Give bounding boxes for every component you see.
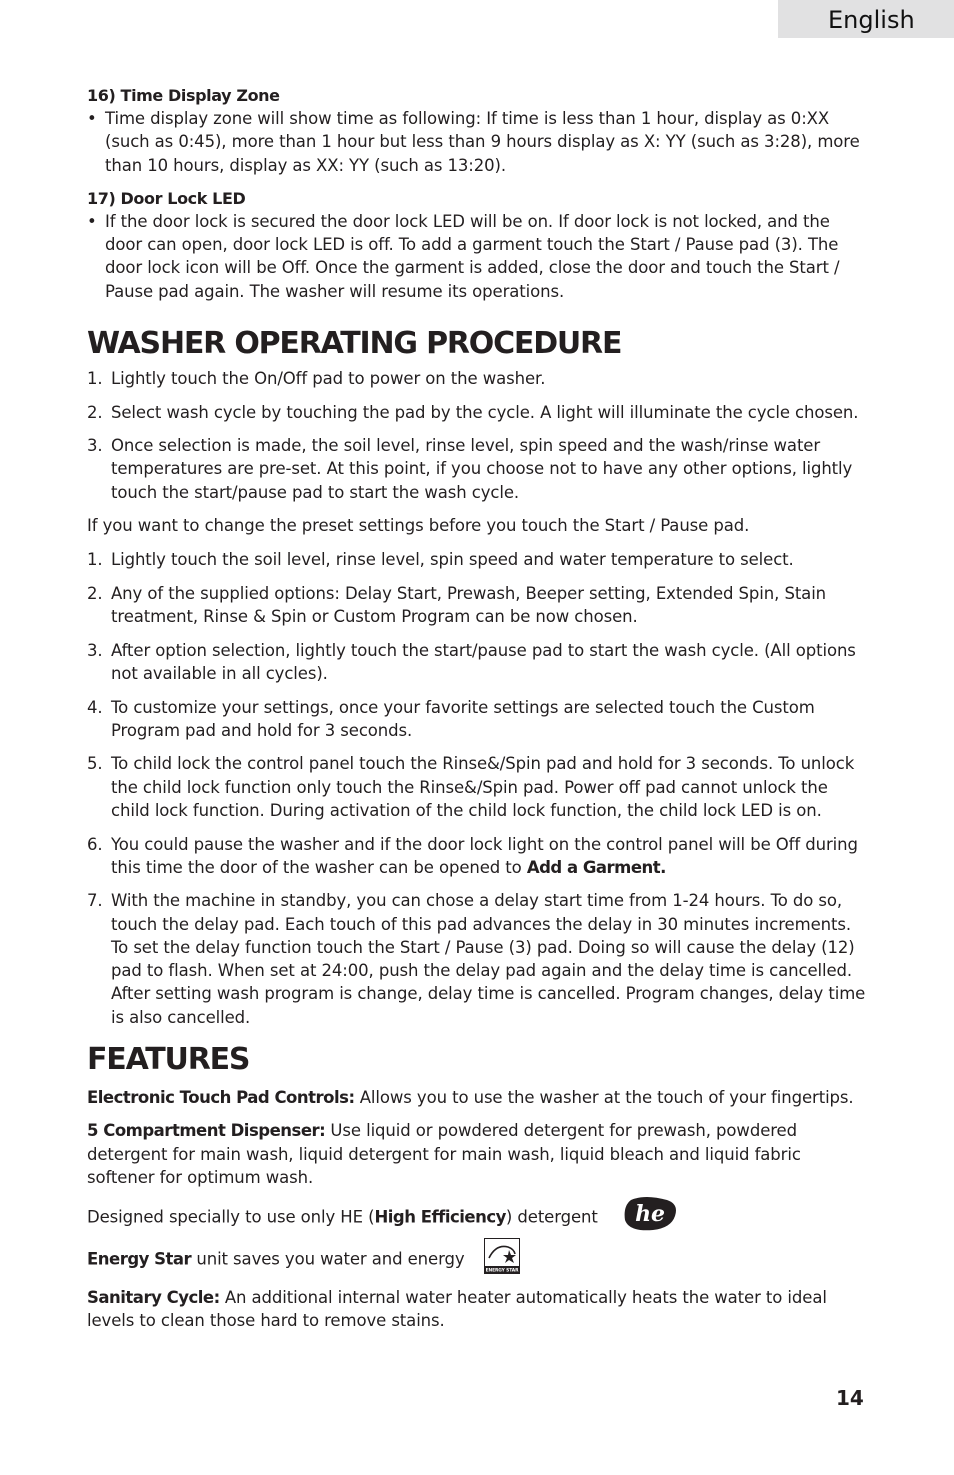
procedure-title: WASHER OPERATING PROCEDURE (87, 325, 622, 361)
bullet-glyph: • (87, 212, 97, 232)
features-title: FEATURES (87, 1041, 250, 1077)
procedure-step (87, 434, 869, 504)
step-text: Lightly touch the soil level, rinse level, spin speed and water temperature to select. (111, 550, 794, 570)
he-logo-text: he (635, 1200, 665, 1227)
energy-star-icon (484, 1238, 520, 1274)
feature-emphasis: Energy Star (87, 1249, 192, 1269)
feature-dispenser (87, 1119, 869, 1189)
step-text: Once selection is made, the soil level, rinse level, spin speed and the wash/rinse water temperatures are pre-set. At this point, if you choose not to have any other options, lightly touch the start/pause pad to start the wash cycle. (111, 436, 853, 502)
feature-text: Designed specially to use only HE ( (87, 1207, 375, 1227)
procedure-step (87, 752, 869, 822)
step-text: After option selection, lightly touch the start/pause pad to start the wash cycle. (All options not available in all cycles). (111, 640, 856, 683)
energy-star-logo-text: ENERGY STAR (485, 1268, 519, 1274)
feature-touch-pad (87, 1086, 869, 1109)
feature-emphasis: High Efficiency (374, 1207, 506, 1227)
step-number: 4. (87, 697, 103, 717)
procedure-step (87, 639, 869, 685)
he-logo-icon (623, 1196, 679, 1232)
step-number: 1. (87, 368, 103, 388)
feature-text: An additional internal water heater automatically heats the water to ideal levels to clean those hard to remove stains. (87, 1287, 827, 1330)
step-text: With the machine in standby, you can chose a delay start time from 1-24 hours. To do so, touch the delay pad. Each touch of this pad advances the delay in 30 minutes increments. To set the delay function touch the Start / Pause (3) pad. Doing so will cause the delay (12) pad to flash. When set at 24:00, push the delay pad again and the delay time is cancelled. After setting wash program is change, delay time is cancelled. Program changes, delay time is also cancelled. (111, 891, 866, 1027)
procedure-step (87, 889, 869, 1028)
step-text: You could pause the washer and if the door lock light on the control panel will be Off during this time the door of the washer can be opened to (111, 834, 858, 877)
step-number: 2. (87, 583, 103, 603)
feature-text: Use liquid or powdered detergent for prewash, powdered detergent for main wash, liquid detergent for main wash, liquid bleach and liquid fabric softener for optimum wash. (87, 1121, 801, 1187)
time-display-bullet (87, 107, 869, 177)
feature-he (87, 1200, 869, 1236)
step-text: Select wash cycle by touching the pad by the cycle. A light will illuminate the cycle chosen. (111, 402, 859, 422)
procedure-step (87, 582, 869, 628)
step-number: 5. (87, 754, 103, 774)
step-number: 2. (87, 402, 103, 422)
procedure-step (87, 401, 869, 424)
step-number: 7. (87, 891, 103, 911)
page-content (87, 84, 869, 1342)
door-lock-bullet (87, 210, 869, 303)
step-number: 3. (87, 640, 103, 660)
procedure-step (87, 548, 869, 571)
time-display-text: Time display zone will show time as following: If time is less than 1 hour, display as 0:XX (such as 0:45), more than 1 hour but less than 9 hours display as X: YY (such as 3:28), more than 10 hours, display as XX: YY (such as 13:20). (105, 109, 860, 175)
door-lock-heading: 17) Door Lock LED (87, 188, 246, 208)
preset-intro: If you want to change the preset settings before you touch the Start / Pause pad. (87, 516, 750, 536)
feature-label: 5 Compartment Dispenser: (87, 1121, 326, 1141)
language-tab (778, 0, 954, 38)
step-number: 6. (87, 834, 103, 854)
language-label: English (828, 6, 915, 34)
door-lock-text: If the door lock is secured the door lock LED will be on. If door lock is not locked, and the door can open, door lock LED is off. To add a garment touch the Start / Pause pad (3). The door lock icon will be Off. Once the garment is added, close the door and touch the Start / Pause pad again. The washer will resume its operations. (105, 212, 840, 301)
feature-text: unit saves you water and energy (191, 1249, 465, 1269)
step-number: 1. (87, 550, 103, 570)
time-display-heading: 16) Time Display Zone (87, 86, 280, 105)
bullet-glyph: • (87, 109, 97, 129)
feature-text: ) detergent (505, 1207, 598, 1227)
feature-label: Electronic Touch Pad Controls: (87, 1087, 355, 1107)
procedure-step (87, 696, 869, 742)
feature-label: Sanitary Cycle: (87, 1287, 220, 1307)
add-garment-emphasis: Add a Garment. (526, 857, 666, 877)
feature-energy-star (87, 1242, 869, 1278)
procedure-step (87, 833, 869, 879)
step-text: To customize your settings, once your favorite settings are selected touch the Custom Program pad and hold for 3 seconds. (111, 697, 815, 740)
step-text: Any of the supplied options: Delay Start, Prewash, Beeper setting, Extended Spin, Stain treatment, Rinse & Spin or Custom Program can be now chosen. (111, 583, 827, 626)
step-number: 3. (87, 436, 103, 456)
page-number: 14 (836, 1386, 864, 1410)
feature-sanitary (87, 1286, 869, 1332)
step-text: Lightly touch the On/Off pad to power on the washer. (111, 368, 546, 388)
procedure-step (87, 367, 869, 390)
feature-text: Allows you to use the washer at the touch of your fingertips. (354, 1087, 854, 1107)
step-text: To child lock the control panel touch the Rinse&/Spin pad and hold for 3 seconds. To unlock the child lock function only touch the Rinse&/Spin pad. Power off pad cannot unlock the child lock function. During activation of the child lock function, the child lock LED is on. (111, 754, 855, 820)
